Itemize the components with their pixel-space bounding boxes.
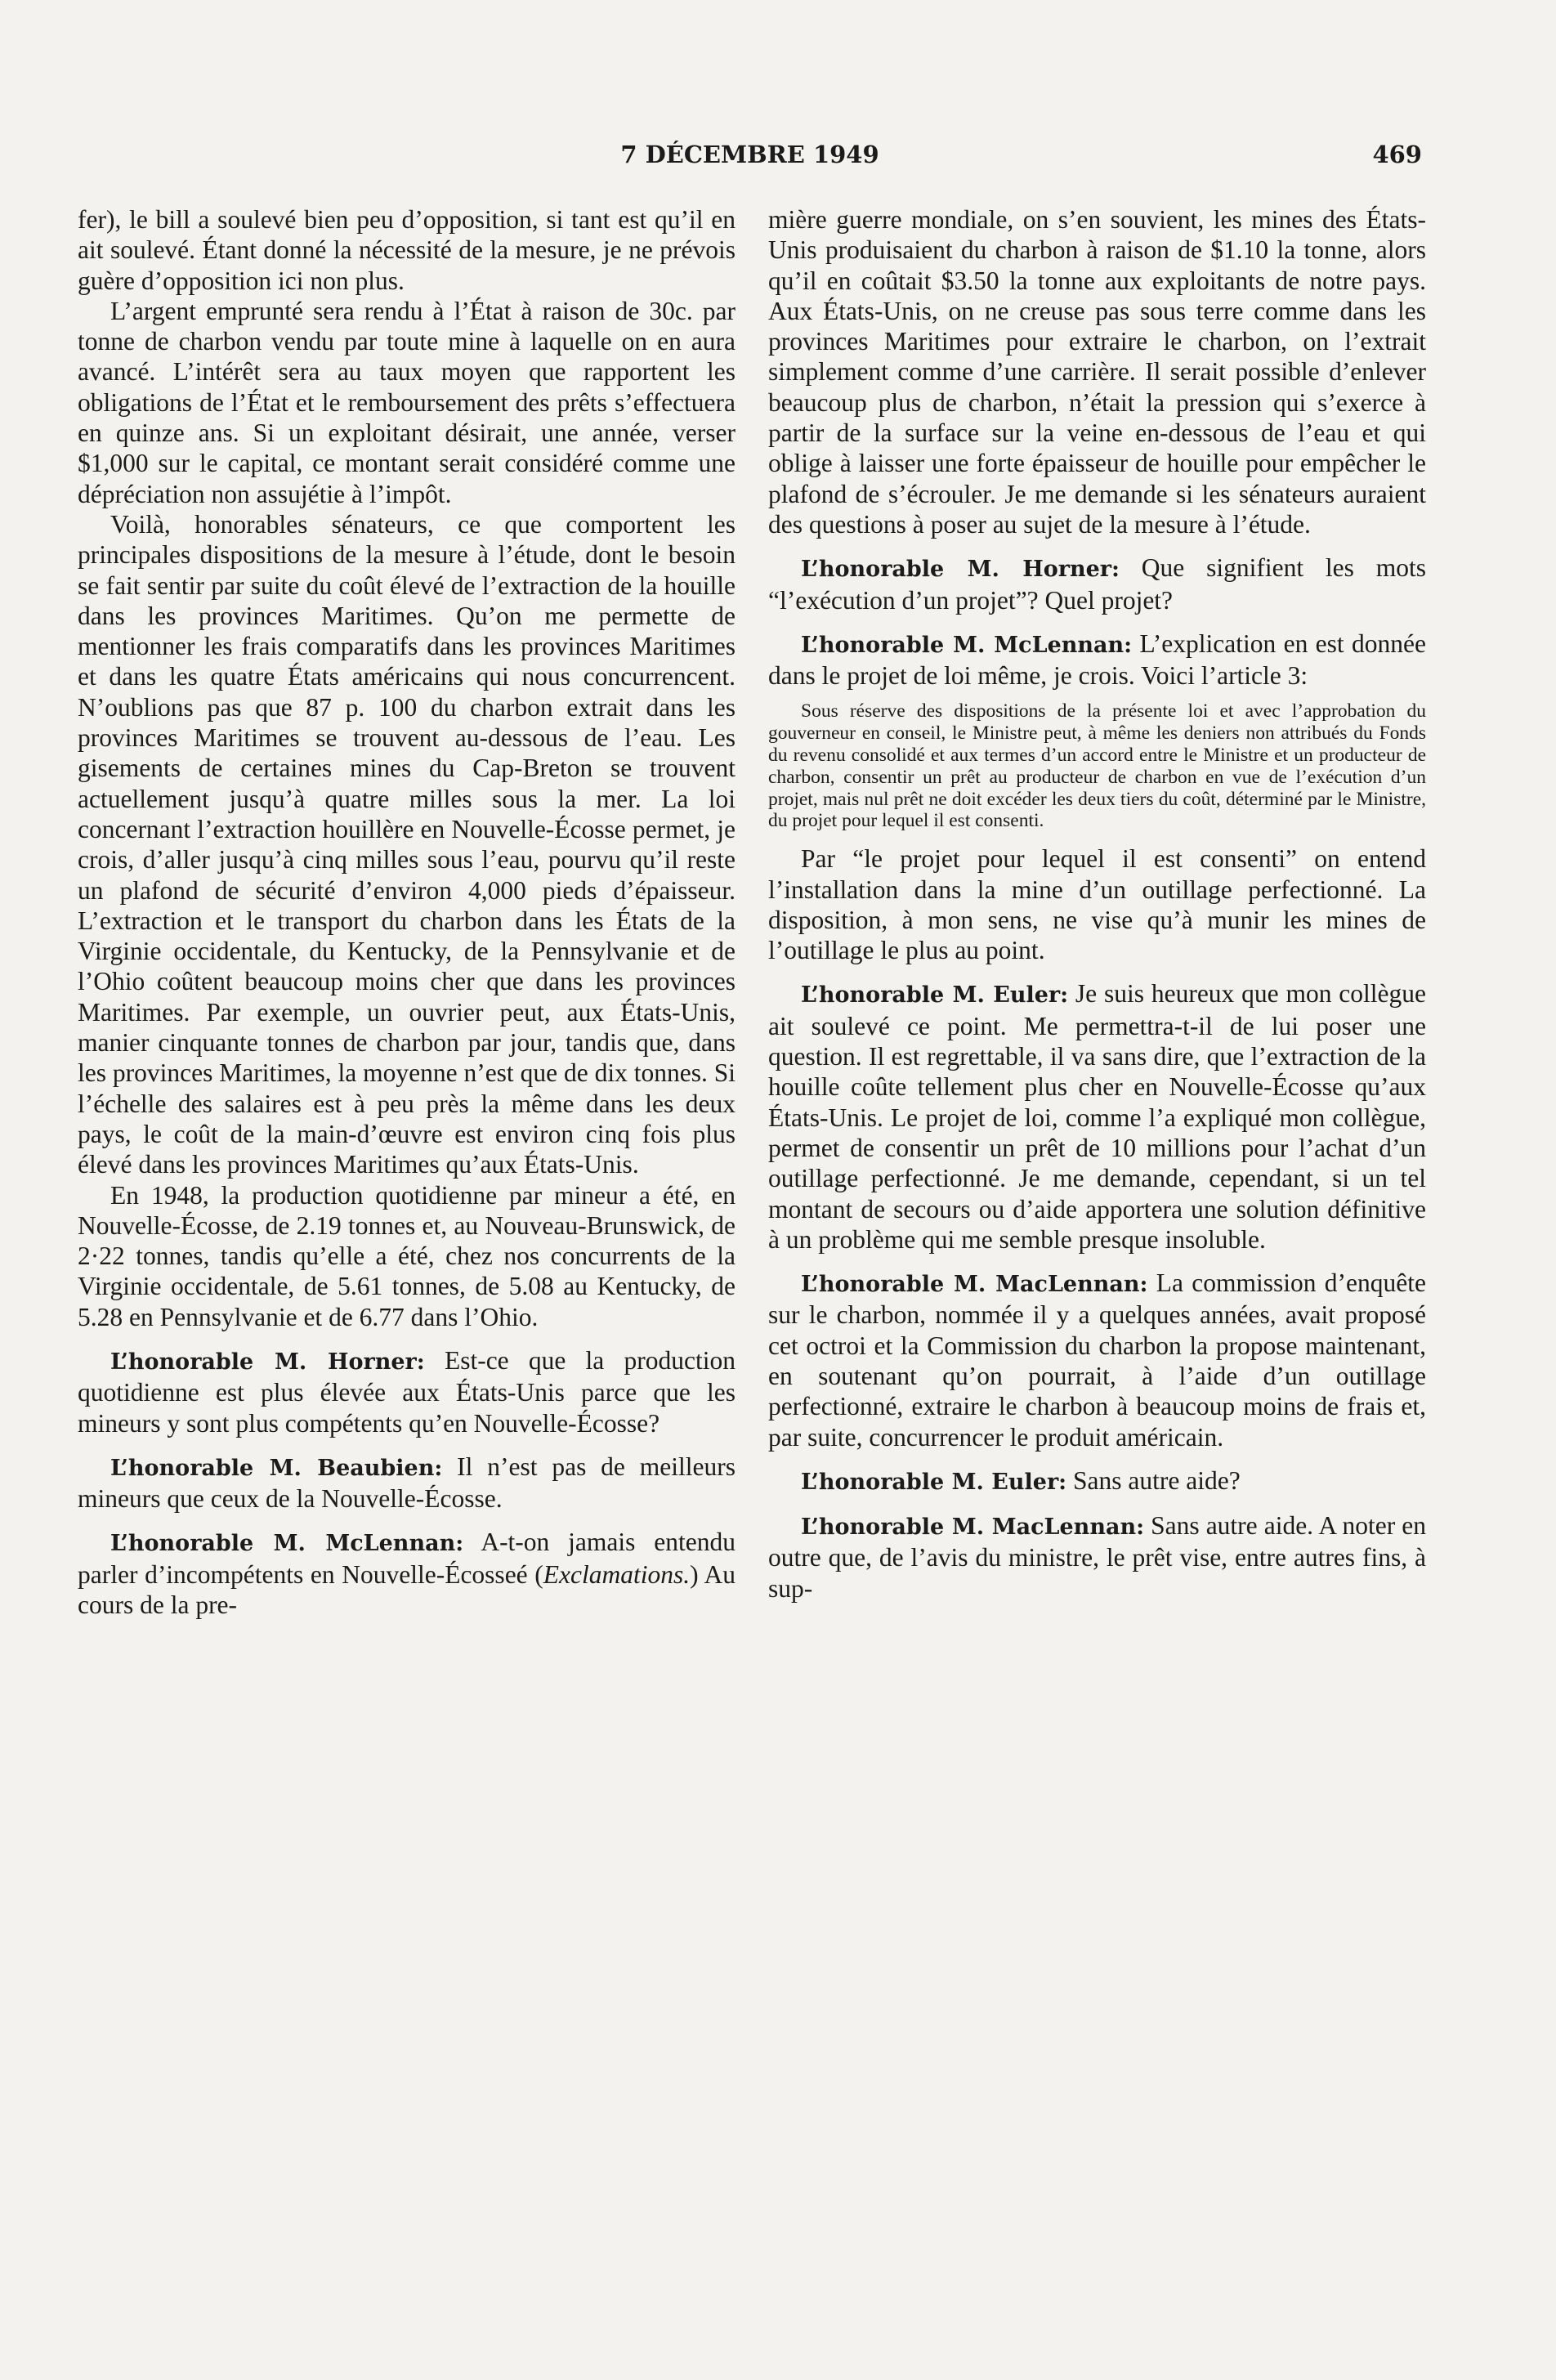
speech-text: L’explication en est donnée dans le projet de loi même, je crois. Voici l’article 3:: [768, 629, 1426, 691]
page-number: 469: [1372, 141, 1422, 168]
speech-horner: [768, 552, 1426, 615]
running-header: [78, 137, 1422, 178]
speaker-name: L’honorable M. MacLennan:: [801, 1272, 1148, 1298]
speech-euler: [768, 978, 1426, 1255]
speaker-name: L’honorable M. Horner:: [801, 557, 1120, 583]
speech-beaubien: [78, 1452, 736, 1514]
speech-text: ) Au cours de la pre-: [78, 1559, 736, 1620]
speech-mclennan: [768, 629, 1426, 691]
speaker-name: L’honorable M. McLennan:: [801, 632, 1133, 658]
speech-euler: [768, 1465, 1426, 1497]
left-column: [78, 204, 736, 1620]
speech-text: Est-ce que la production quotidienne est plus élevée aux États-Unis parce que les mineurs y sont plus compétents qu’en Nouvelle-Écosse?: [78, 1345, 736, 1438]
speech-text: La commission d’enquête sur le charbon, nommée il y a quelques années, avait proposé cet octroi et la Commission du charbon la propose maintenant, en soutenant qu’on pourrait, à l’aide d’un outillage perfectionné, extraire le charbon à beaucoup moins de frais et, par suite, concurrencer le produit américain.: [768, 1268, 1426, 1452]
speaker-name: L’honorable M. Euler:: [801, 1469, 1067, 1495]
speech-text: Sans autre aide?: [1066, 1465, 1241, 1495]
speech-maclennan: [768, 1510, 1426, 1604]
right-column: [768, 204, 1426, 1604]
speaker-name: L’honorable M. MacLennan:: [801, 1514, 1145, 1541]
paragraph: L’argent emprunté sera rendu à l’État à raison de 30c. par tonne de charbon vendu par toute mine à laquelle on en aura avancé. L’intérêt sera au taux moyen que rapportent les obligations de l’État et le remboursement des prêts s’effectuera en quinze ans. Si un exploitant désirait, une année, verser $1,000 sur le capital, ce montant serait considéré comme une dépréciation non assujétie à l’impôt.: [78, 296, 736, 508]
speech-text: Il n’est pas de meilleurs mineurs que ceux de la Nouvelle-Écosse.: [78, 1452, 736, 1514]
speech-horner: [78, 1345, 736, 1438]
speech-text: Que signifient les mots “l’exécution d’un projet”? Quel projet?: [768, 553, 1426, 615]
speech-text: Je suis heureux que mon collègue ait soulevé ce point. Me permettra-t-il de lui poser une question. Il est regrettable, il va sans dire, que l’extraction de la houille coûte tellement plus cher en Nouvelle-Écosse qu’aux États-Unis. Le projet de loi, comme l’a expliqué mon collègue, permet de consentir un prêt de 10 millions pour l’achat d’un outillage perfectionné. Je me demande, cependant, si un tel montant de secours ou d’aide apportera une solution définitive à un problème qui me semble presque insoluble.: [768, 979, 1426, 1254]
speech-maclennan: [768, 1268, 1426, 1452]
header-date: 7 DÉCEMBRE 1949: [620, 141, 879, 168]
speech-text: Sans autre aide. A noter en outre que, de l’avis du ministre, le prêt vise, entre autres fins, à sup-: [768, 1511, 1426, 1603]
speech-text-italic: Exclamations.: [543, 1559, 691, 1589]
speaker-name: L’honorable M. Euler:: [801, 982, 1069, 1009]
speaker-name: L’honorable M. Beaubien:: [110, 1455, 443, 1481]
speech-mclennan: [78, 1527, 736, 1620]
speech-text: A-t-on jamais entendu parler d’incompétents en Nouvelle-Écosseé (: [78, 1528, 736, 1589]
quoted-article: Sous réserve des dispositions de la présente loi et avec l’approbation du gouverneur en conseil, le Ministre peut, à même les deniers non attribués du Fonds du revenu consolidé et aux termes d’un accord entre le Ministre et un producteur de charbon, consentir un prêt au producteur de charbon en vue de l’exécution d’un projet, mais nul prêt ne doit excéder les deux tiers du coût, déterminé par le Ministre, du projet pour lequel il est consenti.: [768, 700, 1426, 832]
paragraph: Voilà, honorables sénateurs, ce que comportent les principales dispositions de la mesure à l’étude, dont le besoin se fait sentir par suite du coût élevé de l’extraction de la houille dans les provinces Maritimes. Qu’on me permette de mentionner les frais comparatifs dans les provinces Maritimes et dans les quatre États américains qui nous concurrencent. N’oublions pas que 87 p. 100 du charbon extrait dans les provinces Maritimes se trouvent au-dessous de l’eau. Les gisements de certaines mines du Cap-Breton se trouvent actuellement jusqu’à quatre milles sous la mer. La loi concernant l’extraction houillère en Nouvelle-Écosse permet, je crois, d’aller jusqu’à cinq milles sous l’eau, pourvu qu’il reste un plafond de sécurité d’environ 4,000 pieds d’épaisseur. L’extraction et le transport du charbon dans les États de la Virginie occidentale, du Kentucky, de la Pennsylvanie et de l’Ohio coûtent beaucoup moins cher que dans les provinces Maritimes. Par exemple, un ouvrier peut, aux États-Unis, manier cinquante tonnes de charbon par jour, tandis que, dans les provinces Maritimes, la moyenne n’est que de dix tonnes. Si l’échelle des salaires est à peu près la même dans les deux pays, le coût de la main-d’œuvre est environ cinq fois plus élevé dans les provinces Maritimes qu’aux États-Unis.: [78, 509, 736, 1179]
speaker-name: L’honorable M. McLennan:: [110, 1531, 464, 1557]
speaker-name: L’honorable M. Horner:: [110, 1349, 425, 1375]
paragraph: mière guerre mondiale, on s’en souvient, les mines des États-Unis produisaient du charbon à raison de $1.10 la tonne, alors qu’il en coûtait $3.50 la tonne aux exploitants de notre pays. Aux États-Unis, on ne creuse pas sous terre comme dans les provinces Maritimes pour extraire le charbon, on l’extrait simplement comme d’une carrière. Il serait possible d’enlever beaucoup plus de charbon, n’était la pression qui s’exerce à partir de la surface sur la veine en-dessous de l’eau et qui oblige à laisser une forte épaisseur de houille pour empêcher le plafond de s’écrouler. Je me demande si les sénateurs auraient des questions à poser au sujet de la mesure à l’étude.: [768, 205, 1426, 539]
paragraph: En 1948, la production quotidienne par mineur a été, en Nouvelle-Écosse, de 2.19 tonnes et, au Nouveau-Brunswick, de 2·22 tonnes, tandis qu’elle a été, chez nos concurrents de la Virginie occidentale, de 5.61 tonnes, de 5.08 au Kentucky, de 5.28 en Pennsylvanie et de 6.77 dans l’Ohio.: [78, 1180, 736, 1331]
paragraph: fer), le bill a soulevé bien peu d’opposition, si tant est qu’il en ait soulevé. Étant donné la nécessité de la mesure, je ne prévois guère d’opposition ici non plus.: [78, 205, 736, 295]
paragraph: Par “le projet pour lequel il est consenti” on entend l’installation dans la mine d’un outillage perfectionné. La disposition, à mon sens, ne vise qu’à munir les mines de l’outillage le plus au point.: [768, 844, 1426, 965]
